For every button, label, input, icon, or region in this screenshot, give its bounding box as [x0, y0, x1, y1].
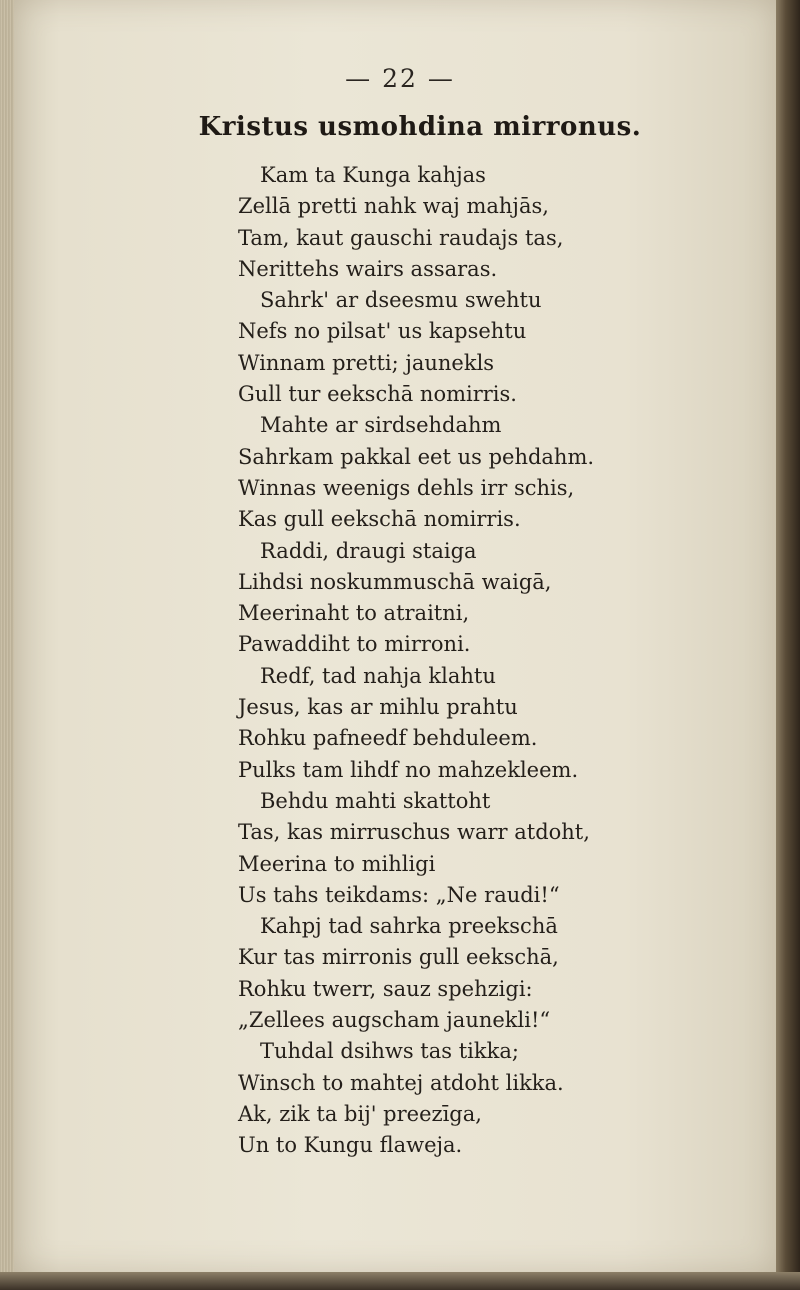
- poem-line: Kur tas mirronis gull eekschā,: [238, 945, 559, 970]
- poem-line: Kam ta Kunga kahjas: [260, 163, 486, 187]
- poem-line: Rohku pafneedf behduleem.: [238, 726, 538, 751]
- poem-line: Pawaddiht to mirroni.: [238, 632, 471, 657]
- page-number: — 22 —: [345, 64, 455, 93]
- poem-line: Meerina to mihligi: [238, 851, 436, 876]
- poem-line: Jesus, kas ar mihlu prahtu: [238, 695, 518, 720]
- book-gutter-edge: [0, 0, 14, 1290]
- book-outer-edge: [776, 0, 800, 1290]
- poem-line: Tas, kas mirruschus warr atdoht,: [238, 820, 590, 845]
- poem-line: Us tahs teikdams: „Ne raudi!“: [238, 882, 560, 907]
- book-bottom-edge: [0, 1272, 800, 1290]
- poem-line: Mahte ar sirdsehdahm: [260, 413, 502, 438]
- poem-line: Tuhdal dsihws tas tikka;: [260, 1039, 519, 1064]
- poem-line: Ak, zik ta bij' preezīga,: [238, 1101, 482, 1126]
- stanza: [238, 661, 658, 786]
- poem-line: Winnam pretti; jaunekls: [238, 350, 495, 375]
- poem-line: Gull tur eekschā nomirris.: [238, 382, 517, 407]
- poem-line: Behdu mahti skattoht: [260, 788, 491, 813]
- poem-line: Redf, tad nahja klahtu: [260, 663, 496, 688]
- stanza: [238, 536, 658, 661]
- stanza: [238, 911, 658, 1036]
- poem-line: Nerittehs wairs assaras.: [238, 256, 498, 281]
- poem-line: Nefs no pilsat' us kapsehtu: [238, 319, 527, 344]
- poem-line: Meerinaht to atraitni,: [238, 601, 470, 626]
- poem-line: Rohku twerr, sauz spehzigi:: [238, 976, 533, 1001]
- poem-body: [238, 160, 658, 1162]
- poem-line: Winsch to mahtej atdoht likka.: [238, 1070, 564, 1095]
- poem-line: Raddi, draugi staiga: [260, 538, 477, 563]
- stanza: [238, 1036, 658, 1161]
- poem-title: Kristus usmohdina mirronus.: [198, 112, 642, 142]
- poem-line: Winnas weenigs dehls irr schis,: [238, 475, 575, 500]
- poem-line: Un to Kungu flaweja.: [238, 1133, 463, 1158]
- poem-line: Sahrkam pakkal eet us pehdahm.: [238, 444, 595, 469]
- poem-line: Pulks tam lihdf no mahzekleem.: [238, 757, 579, 782]
- stanza: [238, 786, 658, 911]
- stanza: [238, 160, 658, 285]
- poem-line: Zellā pretti nahk waj mahjās,: [238, 194, 549, 219]
- poem-line: Tam, kaut gauschi raudajs tas,: [238, 225, 564, 250]
- poem-line: „Zellees augscham jaunekli!“: [238, 1008, 551, 1033]
- poem-line: Kahpj tad sahrka preekschā: [260, 914, 558, 939]
- stanza: [238, 285, 658, 410]
- poem-line: Lihdsi noskummuschā waigā,: [238, 569, 552, 594]
- stanza: [238, 410, 658, 535]
- poem-line: Sahrk' ar dseesmu swehtu: [260, 288, 542, 313]
- poem-line: Kas gull eekschā nomirris.: [238, 507, 521, 532]
